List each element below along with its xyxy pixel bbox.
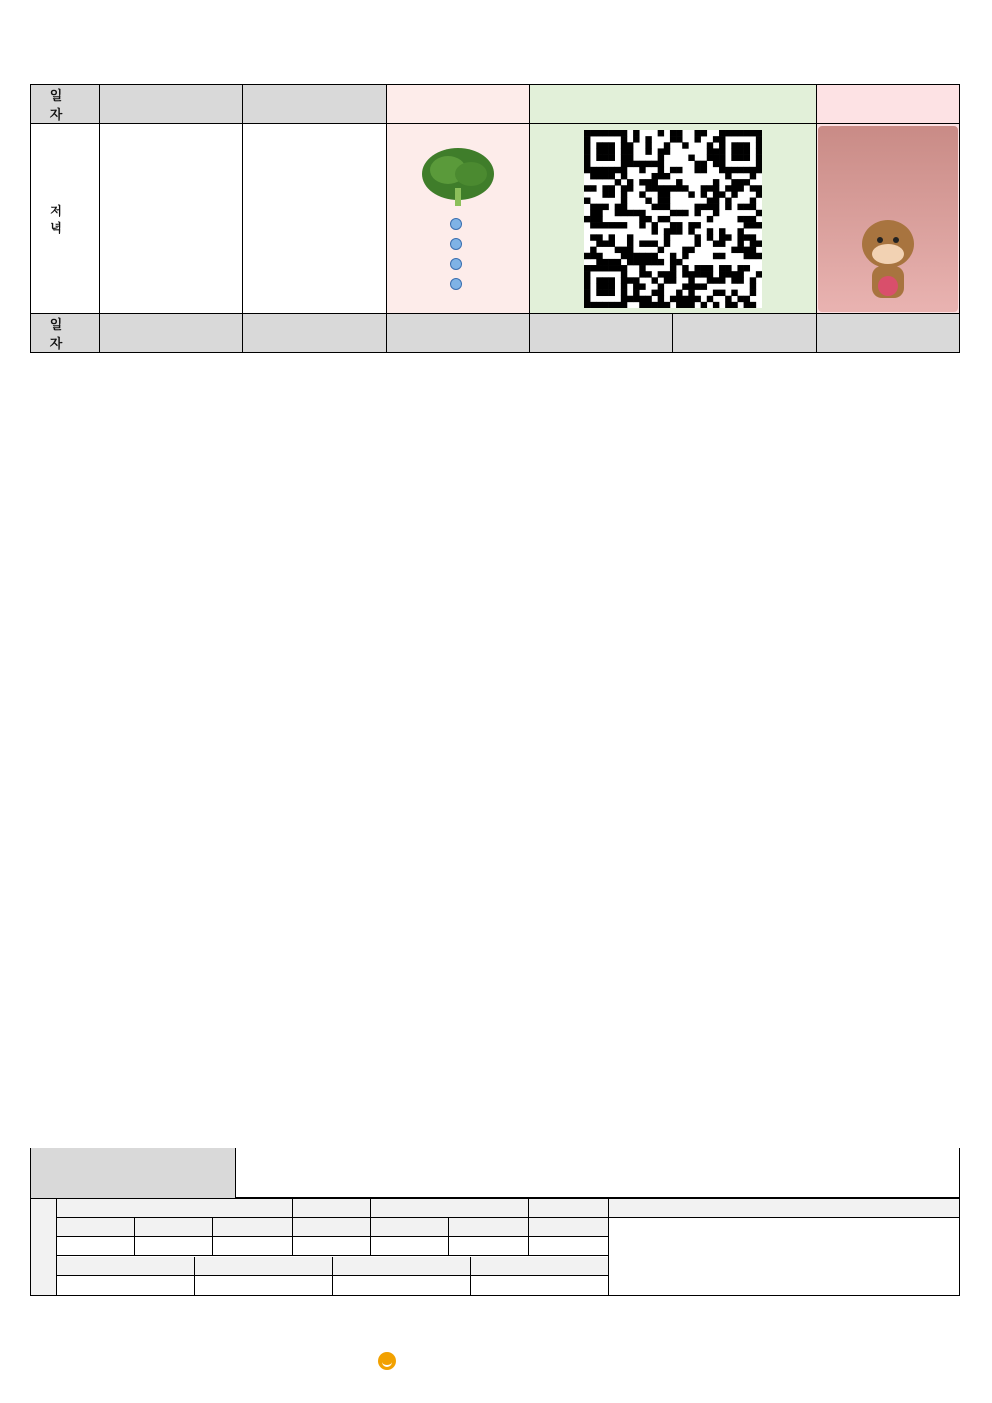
origin-value	[449, 1237, 529, 1256]
step-icon	[450, 238, 462, 250]
center-logo-icon	[378, 1352, 396, 1370]
origin-value	[293, 1237, 371, 1256]
date-cell	[529, 314, 672, 353]
origin-value	[371, 1237, 449, 1256]
date-cell	[529, 85, 816, 124]
menu-table	[30, 84, 960, 353]
date-row	[31, 314, 960, 353]
foodbridge-panel	[387, 140, 529, 298]
page-header	[30, 40, 960, 88]
origin-tuna-header	[529, 1199, 609, 1218]
origin-value	[195, 1276, 333, 1295]
origin-value	[529, 1237, 609, 1256]
origin-value	[470, 1276, 608, 1295]
holiday-card-cell	[816, 124, 959, 314]
samiljeol-card	[818, 126, 958, 312]
origin-value	[57, 1237, 135, 1256]
foodbridge-step	[389, 214, 527, 234]
allergy-section	[30, 1148, 960, 1198]
origin-meat-header	[333, 1257, 471, 1276]
origin-meat-header	[195, 1257, 333, 1276]
origin-rice-item	[135, 1218, 213, 1237]
origin-tuna-item	[529, 1218, 609, 1237]
origin-value	[57, 1276, 195, 1295]
date-cell	[816, 314, 959, 353]
origin-table	[30, 1198, 960, 1296]
origin-kimchi-item	[371, 1218, 449, 1237]
allergy-label	[31, 1148, 236, 1198]
origin-value	[135, 1237, 213, 1256]
meal-cell	[243, 124, 386, 314]
date-row	[31, 85, 960, 124]
foodbridge-cell	[386, 124, 529, 314]
origin-rice-item	[213, 1218, 293, 1237]
origin-rice-header	[57, 1199, 293, 1218]
step-icon	[450, 258, 462, 270]
date-cell	[673, 314, 816, 353]
origin-bean-header	[293, 1199, 371, 1218]
date-cell	[386, 85, 529, 124]
origin-value	[213, 1237, 293, 1256]
origin-processed-text	[609, 1218, 960, 1296]
cow-mascot-icon	[848, 208, 928, 308]
foodbridge-step	[389, 234, 527, 254]
dinner-row	[31, 124, 960, 314]
step-icon	[450, 278, 462, 290]
date-cell	[100, 85, 243, 124]
origin-bean-item	[293, 1218, 371, 1237]
page-title	[370, 44, 388, 74]
origin-meat-header	[470, 1257, 608, 1276]
foodbridge-step	[389, 274, 527, 294]
meal-cell	[100, 124, 243, 314]
origin-value	[333, 1276, 471, 1295]
footer	[378, 1352, 400, 1370]
qr-code-icon[interactable]	[584, 130, 762, 308]
origin-kimchi-item	[449, 1218, 529, 1237]
date-label: 일 자	[31, 85, 100, 124]
chard-leaf-icon	[413, 144, 503, 208]
date-label: 일 자	[31, 314, 100, 353]
origin-rice-item	[57, 1218, 135, 1237]
date-cell	[243, 314, 386, 353]
dinner-label: 저 녁	[31, 124, 100, 314]
origin-processed-header	[609, 1199, 960, 1218]
origin-kimchi-header	[371, 1199, 529, 1218]
origin-meat-header	[57, 1257, 195, 1276]
recipe-qr-cell	[529, 124, 816, 314]
origin-side-label	[31, 1199, 57, 1296]
step-icon	[450, 218, 462, 230]
date-cell	[100, 314, 243, 353]
origin-meat-block	[57, 1256, 609, 1296]
date-cell	[386, 314, 529, 353]
date-cell	[816, 85, 959, 124]
date-cell	[243, 85, 386, 124]
foodbridge-step	[389, 254, 527, 274]
